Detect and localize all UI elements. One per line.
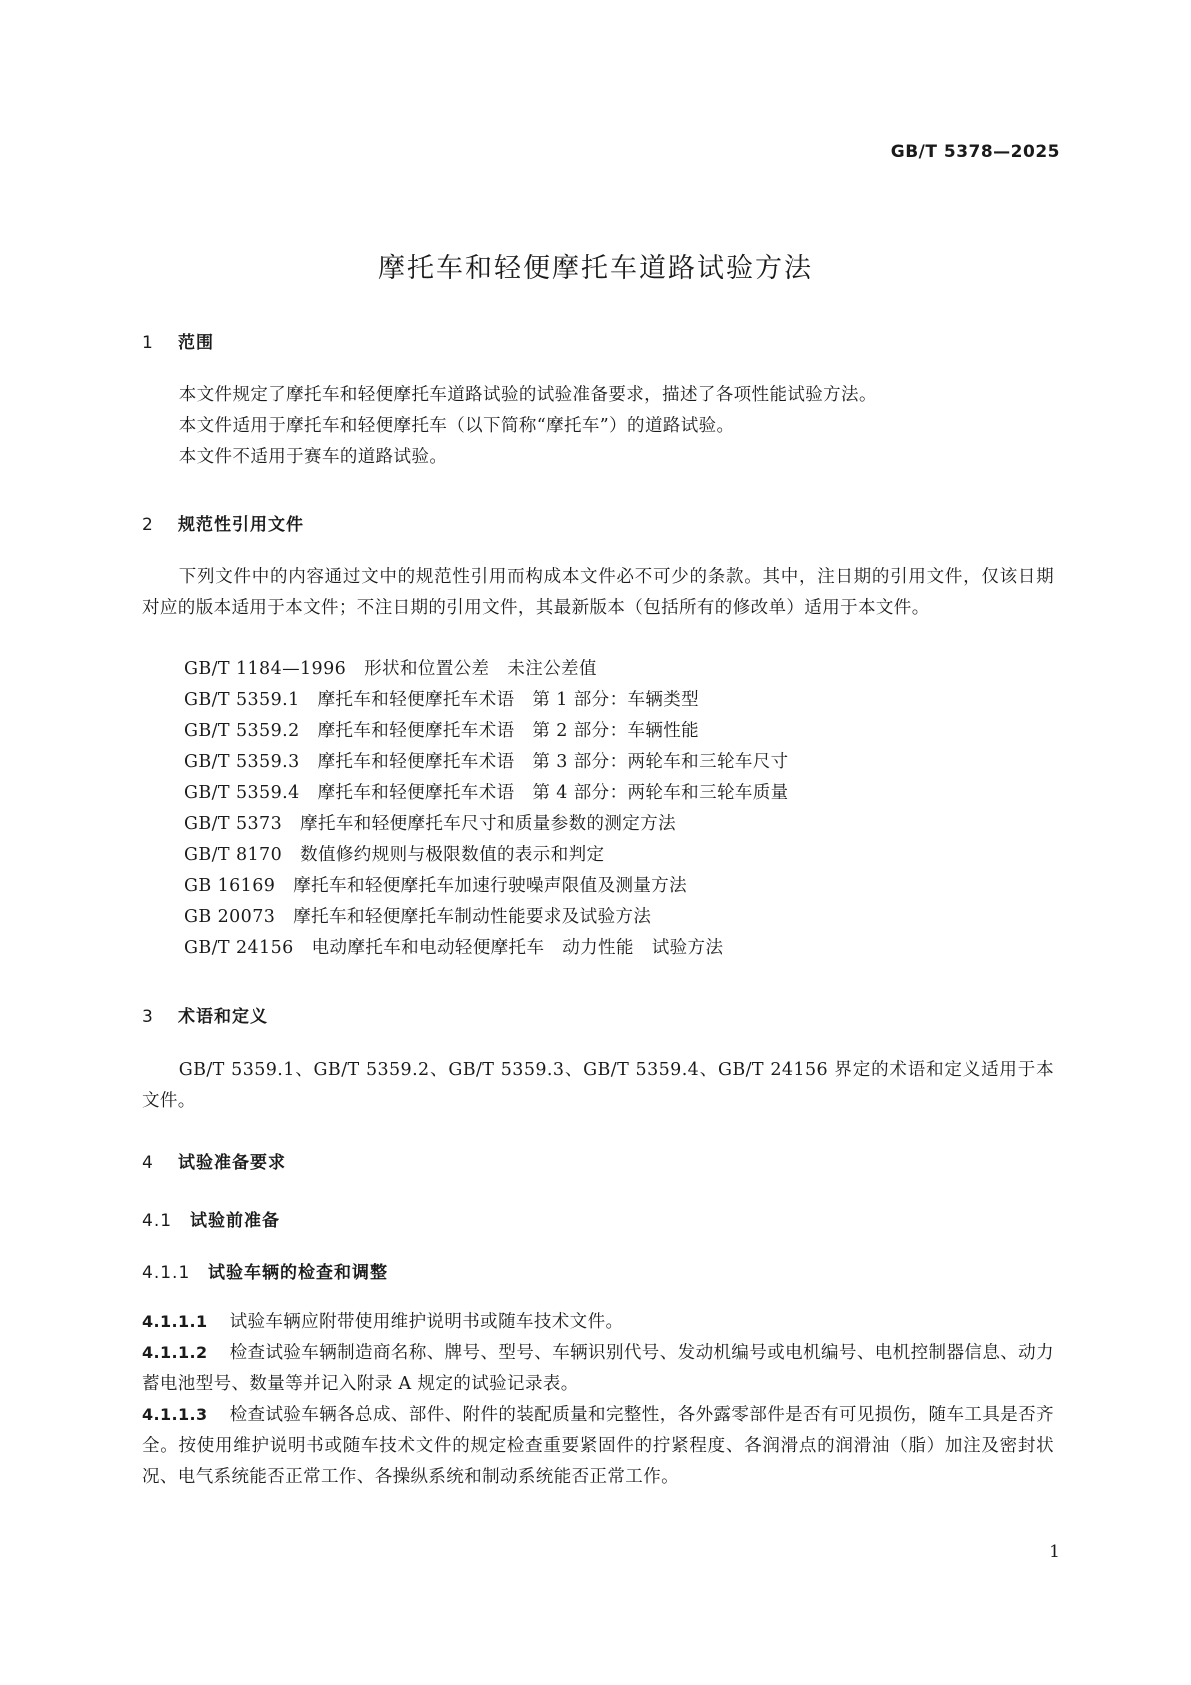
section-title: 范围: [178, 333, 214, 353]
section-1-heading: [142, 328, 214, 353]
reference-title: 电动摩托车和电动轻便摩托车 动力性能 试验方法: [311, 938, 724, 958]
page-number: 1: [1049, 1542, 1060, 1562]
clause-number: 4.1.1.2: [142, 1343, 208, 1362]
reference-code: GB/T 1184—1996: [184, 659, 347, 679]
section-title: 术语和定义: [178, 1007, 268, 1027]
section-4-heading: [142, 1148, 286, 1173]
section-number: 4.1: [142, 1211, 173, 1231]
reference-code: GB/T 5359.4: [184, 783, 300, 803]
reference-item: [184, 934, 723, 959]
subsection-4-1-1-heading: [142, 1258, 388, 1283]
reference-code: GB/T 8170: [184, 845, 283, 865]
reference-code: GB/T 5359.2: [184, 721, 300, 741]
reference-title: 摩托车和轻便摩托车术语 第 1 部分：车辆类型: [317, 690, 700, 710]
reference-item: [184, 872, 687, 897]
reference-item: [184, 903, 651, 928]
reference-item: [184, 748, 789, 773]
reference-item: [184, 810, 676, 835]
reference-code: GB/T 24156: [184, 938, 294, 958]
section-title: 试验车辆的检查和调整: [208, 1263, 388, 1283]
reference-title: 摩托车和轻便摩托车术语 第 2 部分：车辆性能: [317, 721, 700, 741]
clause-4-1-1-3: [142, 1399, 1054, 1493]
paragraph: 本文件不适用于赛车的道路试验。: [178, 447, 448, 467]
section-number: 1: [142, 333, 154, 353]
reference-title: 摩托车和轻便摩托车术语 第 3 部分：两轮车和三轮车尺寸: [317, 752, 789, 772]
document-title: 摩托车和轻便摩托车道路试验方法: [378, 253, 813, 284]
reference-title: 摩托车和轻便摩托车加速行驶噪声限值及测量方法: [293, 876, 688, 896]
reference-item: [184, 655, 597, 680]
clause-4-1-1-1: [142, 1306, 1054, 1338]
section-title: 规范性引用文件: [178, 515, 304, 535]
section-2-heading: [142, 510, 304, 535]
reference-title: 形状和位置公差 未注公差值: [364, 659, 597, 679]
clause-text: 试验车辆应附带使用维护说明书或随车技术文件。: [229, 1312, 624, 1332]
reference-item: [184, 717, 699, 742]
reference-code: GB/T 5359.1: [184, 690, 300, 710]
section-3-heading: [142, 1002, 268, 1027]
subsection-4-1-heading: [142, 1206, 280, 1231]
reference-title: 摩托车和轻便摩托车术语 第 4 部分：两轮车和三轮车质量: [317, 783, 789, 803]
reference-code: GB/T 5373: [184, 814, 283, 834]
reference-code: GB 20073: [184, 907, 276, 927]
clause-4-1-1-2: [142, 1337, 1054, 1400]
paragraph: 本文件适用于摩托车和轻便摩托车（以下简称“摩托车”）的道路试验。: [178, 416, 735, 436]
paragraph: 本文件规定了摩托车和轻便摩托车道路试验的试验准备要求，描述了各项性能试验方法。: [178, 385, 877, 405]
reference-title: 摩托车和轻便摩托车制动性能要求及试验方法: [293, 907, 652, 927]
reference-title: 摩托车和轻便摩托车尺寸和质量参数的测定方法: [300, 814, 677, 834]
reference-item: [184, 841, 604, 866]
reference-item: [184, 779, 789, 804]
section-title: 试验准备要求: [178, 1153, 286, 1173]
reference-title: 数值修约规则与极限数值的表示和判定: [300, 845, 605, 865]
paragraph: 下列文件中的内容通过文中的规范性引用而构成本文件必不可少的条款。其中，注日期的引用文件，仅该日期对应的版本适用于本文件；不注日期的引用文件，其最新版本（包括所有的修改单）适用于本文件。: [142, 567, 1054, 618]
section-number: 2: [142, 515, 154, 535]
clause-text: 检查试验车辆制造商名称、牌号、型号、车辆识别代号、发动机编号或电机编号、电机控制器信息、动力蓄电池型号、数量等并记入附录 A 规定的试验记录表。: [142, 1343, 1054, 1394]
reference-item: [184, 686, 699, 711]
section-number: 3: [142, 1007, 154, 1027]
clause-number: 4.1.1.3: [142, 1405, 208, 1424]
standard-number: GB/T 5378—2025: [890, 142, 1060, 162]
section-number: 4.1.1: [142, 1263, 191, 1283]
paragraph: GB/T 5359.1、GB/T 5359.2、GB/T 5359.3、GB/T 5359.4、GB/T 24156 界定的术语和定义适用于本文件。: [142, 1060, 1054, 1111]
reference-code: GB 16169: [184, 876, 276, 896]
clause-number: 4.1.1.1: [142, 1312, 208, 1331]
section-title: 试验前准备: [190, 1211, 280, 1231]
reference-code: GB/T 5359.3: [184, 752, 300, 772]
clause-text: 检查试验车辆各总成、部件、附件的装配质量和完整性，各外露零部件是否有可见损伤，随车工具是否齐全。按使用维护说明书或随车技术文件的规定检查重要紧固件的拧紧程度、各润滑点的润滑油（脂）加注及密封状况、电气系统能否正常工作、各操纵系统和制动系统能否正常工作。: [142, 1405, 1054, 1487]
section-number: 4: [142, 1153, 154, 1173]
